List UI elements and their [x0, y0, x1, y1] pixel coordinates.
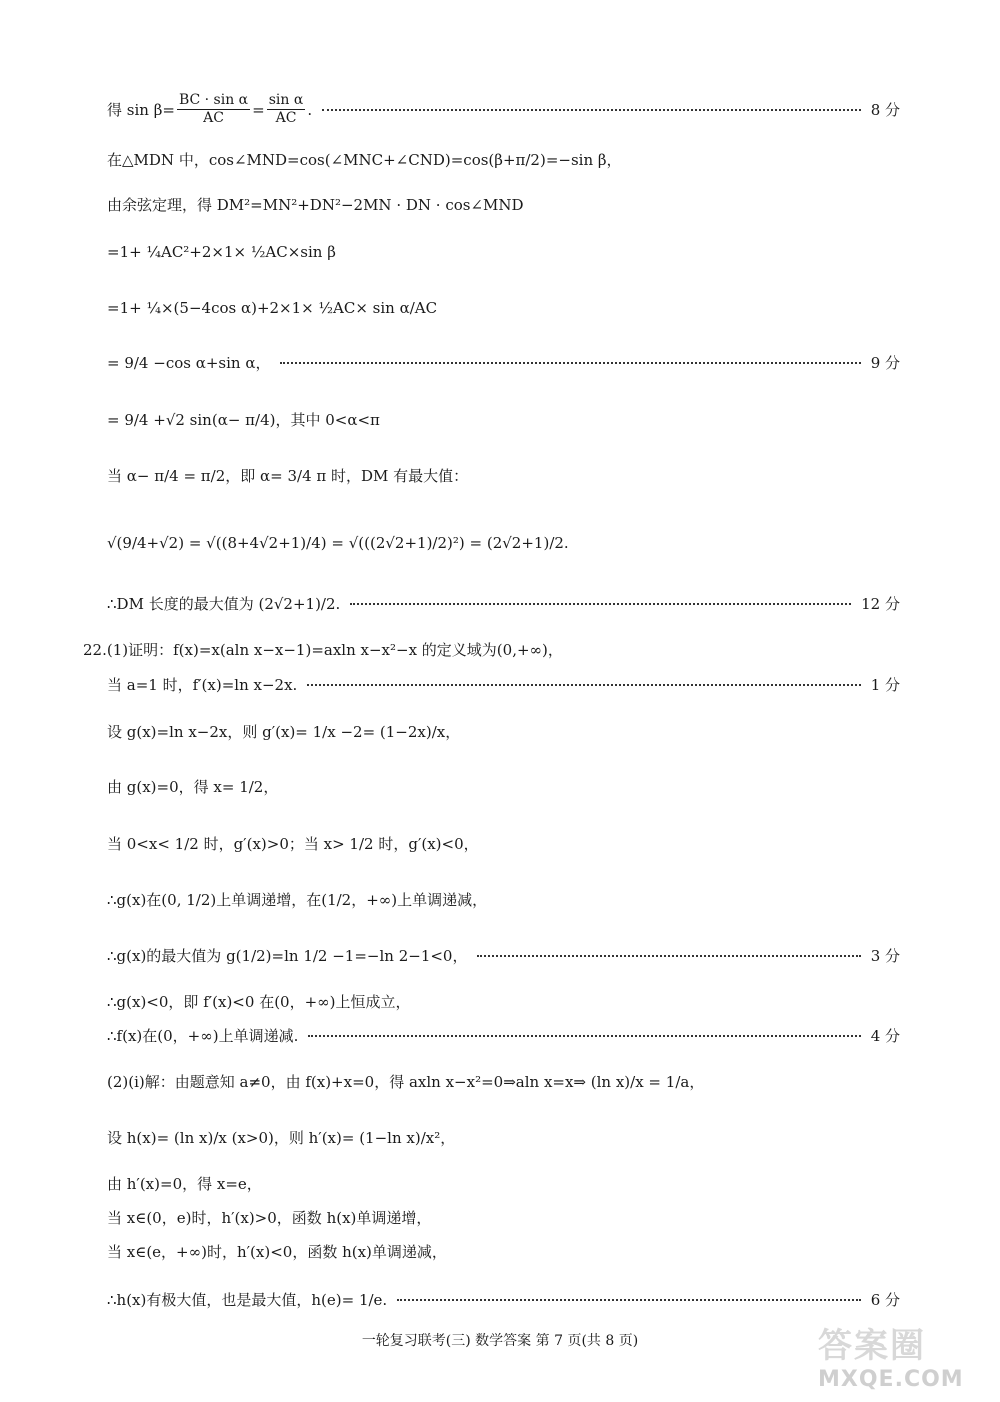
denominator: AC: [203, 110, 224, 126]
watermark-text: 答案圈: [818, 1326, 926, 1366]
line-text: 当 x∈(0，e)时，h′(x)>0，函数 h(x)单调递增，: [107, 1209, 432, 1227]
answer-line: [107, 195, 900, 215]
denominator: AC: [275, 110, 297, 126]
watermark-url: MXQE.COM: [818, 1367, 964, 1392]
answer-line: [107, 675, 900, 695]
line-text: ∴g(x)的最大值为 g(1/2)=ln 1/2 −1=−ln 2−1<0，: [107, 947, 468, 965]
score-label: 8 分: [870, 100, 900, 119]
line-text: =1+ ¼AC²+2×1× ½AC×sin β: [107, 243, 336, 261]
dot-leader: [350, 603, 851, 605]
score-label: 6 分: [870, 1291, 900, 1309]
question-heading: [83, 640, 900, 660]
dot-leader: [322, 109, 861, 111]
answer-line: [107, 1174, 900, 1194]
fraction: [267, 92, 306, 127]
line-text: ∴g(x)<0，即 f′(x)<0 在(0，+∞)上恒成立，: [107, 993, 411, 1011]
line-text: ∴f(x)在(0，+∞)上单调递减.: [107, 1027, 299, 1045]
numerator: BC · sin α: [178, 92, 249, 108]
answer-line: [107, 242, 900, 262]
answer-line: [107, 1026, 900, 1046]
answer-line: [107, 1128, 900, 1148]
fraction: [177, 92, 250, 127]
line-text: .: [307, 100, 313, 119]
dot-leader: [280, 362, 860, 364]
page-footer: 一轮复习联考(三) 数学答案 第 7 页(共 8 页): [361, 1333, 639, 1349]
score-label: 12 分: [861, 595, 900, 613]
answer-line: [107, 946, 900, 966]
line-text: ∴g(x)在(0, 1/2)上单调递增，在(1/2，+∞)上单调递减，: [107, 891, 488, 909]
answer-line: [107, 890, 900, 910]
answer-line: [107, 1290, 900, 1310]
answer-line: [107, 466, 900, 486]
answer-line: [107, 298, 900, 318]
line-text: 设 h(x)= (ln x)/x (x>0)，则 h′(x)= (1−ln x)/x²，: [107, 1129, 456, 1147]
dot-leader: [397, 1299, 860, 1301]
answer-line: [107, 722, 900, 742]
dot-leader: [307, 684, 860, 686]
answer-line: [107, 777, 900, 797]
answer-line: [107, 594, 900, 614]
dot-leader: [308, 1035, 860, 1037]
score-label: 4 分: [870, 1027, 900, 1045]
answer-line: [107, 1208, 900, 1228]
line-text: 由 h′(x)=0，得 x=e，: [107, 1175, 262, 1193]
answer-line: [107, 1242, 900, 1262]
line-text: 由余弦定理，得 DM²=MN²+DN²−2MN · DN · cos∠MND: [107, 196, 524, 214]
line-text: = 9/4 +√2 sin(α− π/4)，其中 0<α<π: [107, 411, 380, 429]
answer-line: [107, 1072, 900, 1092]
line-text: √(9/4+√2) = √((8+4√2+1)/4) = √(((2√2+1)/2)²) = (2√2+1)/2.: [107, 534, 569, 552]
score-label: 1 分: [870, 676, 900, 694]
line-text: = 9/4 −cos α+sin α，: [107, 354, 271, 372]
answer-line: [107, 150, 900, 170]
line-text: 22.(1)证明：f(x)=x(aln x−x−1)=axln x−x²−x 的定义域为(0,+∞)，: [83, 641, 563, 659]
line-text: ∴h(x)有极大值，也是最大值，h(e)= 1/e.: [107, 1291, 388, 1309]
line-text: 当 α− π/4 = π/2，即 α= 3/4 π 时，DM 有最大值：: [107, 467, 469, 485]
score-label: 9 分: [870, 354, 900, 372]
line-text: 由 g(x)=0，得 x= 1/2，: [107, 778, 279, 796]
watermark-logo: [818, 1318, 988, 1398]
dot-leader: [477, 955, 860, 957]
score-label: 3 分: [870, 947, 900, 965]
line-text: 设 g(x)=ln x−2x，则 g′(x)= 1/x −2= (1−2x)/x，: [107, 723, 461, 741]
answer-line: [107, 92, 900, 127]
answer-line: [107, 353, 900, 373]
line-text: 得 sin β=: [107, 100, 175, 119]
line-text: 当 a=1 时，f′(x)=ln x−2x.: [107, 676, 298, 694]
equals-sign: =: [252, 100, 265, 119]
line-text: ∴DM 长度的最大值为 (2√2+1)/2.: [107, 595, 341, 613]
answer-line: [107, 410, 900, 430]
line-text: =1+ ¼×(5−4cos α)+2×1× ½AC× sin α/AC: [107, 299, 438, 317]
line-text: 当 x∈(e，+∞)时，h′(x)<0，函数 h(x)单调递减，: [107, 1243, 447, 1261]
line-text: (2)(ⅰ)解：由题意知 a≠0，由 f(x)+x=0，得 axln x−x²=0⇒aln x=x⇒ (ln x)/x = 1/a，: [107, 1073, 705, 1091]
answer-line: [107, 992, 900, 1012]
line-text: 当 0<x< 1/2 时，g′(x)>0；当 x> 1/2 时，g′(x)<0，: [107, 835, 479, 853]
line-text: 在△MDN 中，cos∠MND=cos(∠MNC+∠CND)=cos(β+π/2)=−sin β，: [107, 151, 622, 169]
answer-line: [107, 834, 900, 854]
numerator: sin α: [268, 92, 304, 108]
answer-line: [107, 533, 900, 553]
